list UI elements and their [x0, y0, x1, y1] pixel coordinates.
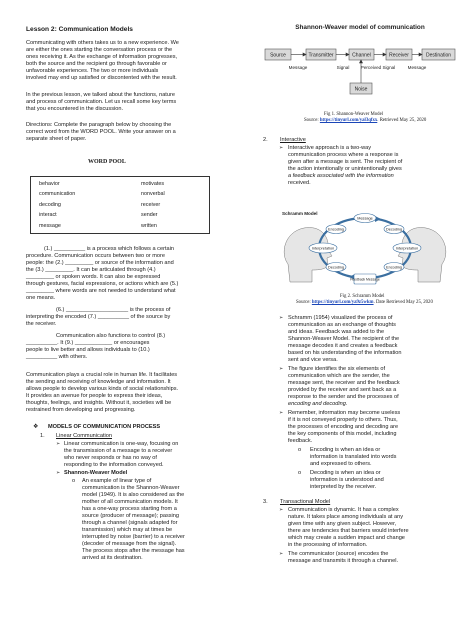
diamond-bullet-icon: ❖	[33, 424, 39, 430]
node-label: Encoding	[328, 227, 344, 232]
body-line: the action intentionally or unintentionally gives	[288, 166, 402, 172]
node-label: Message	[357, 216, 373, 221]
circle-bullet-icon: o	[298, 447, 302, 453]
body-line: interpreted by the receiver.	[310, 484, 377, 490]
fill-line: __________. It (9.) ____________ or encourages	[26, 340, 150, 346]
fill-line: Communication also functions to control (8.)	[56, 333, 166, 339]
interactive-heading: Interactive	[280, 137, 306, 143]
fill-line: procedure. Communication occurs between two or more	[26, 253, 165, 259]
body-line: based on his understanding of the information	[288, 350, 402, 356]
noise-label: Noise	[354, 86, 368, 93]
node-label: Encoding	[386, 265, 402, 270]
body-line: received.	[288, 180, 311, 186]
body-line: thoughts, feelings, and insights. Without it, societies will be	[26, 400, 172, 406]
wordpool-box	[30, 176, 210, 234]
node-label: Decoding	[327, 265, 345, 270]
models-heading: MODELS OF COMMUNICATION PROCESS	[48, 424, 161, 430]
body-line: there are tendencies that barriers would interfere	[288, 528, 409, 534]
body-line: the key components of this model, including	[288, 431, 397, 437]
body-line: arrived at its destination.	[82, 555, 143, 561]
arrow-bullet-icon: ➢	[56, 441, 61, 447]
node-label: Interpretation	[311, 246, 335, 251]
body-line: communication is the Shannon-Weaver	[82, 485, 180, 491]
circle-bullet-icon: o	[298, 470, 302, 476]
body-line: Decoding is when an idea or	[310, 470, 381, 476]
body-line: message sent, the receiver and the feedback	[288, 380, 400, 386]
figure-2-source	[296, 300, 433, 306]
body-line: model (1949). It is also considered as the	[82, 492, 185, 498]
list-number: 2.	[263, 137, 268, 143]
fill-line: people: the (2.) _________ or source of the information and	[26, 260, 174, 266]
body-line: a feedback associated with the information	[288, 173, 394, 179]
list-number: 3.	[263, 499, 268, 505]
source-prefix: Source:	[296, 300, 312, 305]
prev-line: and process of communication. Let us recall some key terms	[26, 99, 177, 105]
destination-label: Destination	[425, 52, 452, 59]
body-line: sent and vice versa.	[288, 357, 338, 363]
fill-line: one means.	[26, 295, 56, 301]
source-prefix: Source:	[304, 118, 320, 123]
prev-line: that you encountered in the discussion.	[26, 106, 124, 112]
fill-line: _________ or spoken words. It can also be expressed	[26, 274, 161, 280]
shannon-weaver-heading: Shannon-Weaver Model	[64, 470, 128, 476]
body-line: through a channel (signals adapted for	[82, 520, 178, 526]
diagram-title: Shannon-Weaver model of communication	[295, 24, 425, 31]
fill-line: the (3.) _________. It can be articulated through (4.)	[26, 267, 156, 273]
arrow-bullet-icon: ➢	[279, 551, 284, 557]
intro-line: are either the ones starting the conversation process or the	[26, 47, 173, 53]
arrow-bullet-icon: ➢	[279, 145, 284, 151]
body-line: in the processing of information.	[288, 542, 368, 548]
body-line: Communication is dynamic. It has a complex	[288, 507, 399, 513]
body-line: has a one-way process starting from a	[82, 506, 177, 512]
node-label: Interpretation	[395, 246, 419, 251]
directions-line: Directions: Complete the paragraph below by choosing the	[26, 122, 172, 128]
arrow-bullet-icon: ➢	[279, 410, 284, 416]
wordpool-word: communication	[39, 191, 76, 197]
body-line: Remember, information may become useless	[288, 410, 401, 416]
source-suffix: . Date Retrieved May 25, 2020	[373, 300, 433, 305]
fill-line: the receiver.	[26, 321, 57, 327]
arrow-bullet-icon: ➢	[279, 315, 284, 321]
wordpool-word: motivates	[141, 181, 165, 187]
body-line: information is translated into words	[310, 454, 397, 460]
body-line: encoding and decoding.	[288, 401, 348, 407]
intro-line: unfavorable experiences. The two or more individuals	[26, 68, 159, 74]
circle-bullet-icon: o	[72, 478, 76, 484]
body-line: The communicator (source) encodes the	[288, 551, 389, 557]
body-line: who never responds or has no way of	[64, 455, 157, 461]
intro-line: ones receiving it. As the exchange of information progresses,	[26, 54, 178, 60]
transmitter-label: Transmitter	[308, 52, 334, 59]
body-line: response to the sender and the processes of	[288, 394, 399, 400]
body-line: provided by the receiver and sent back as a	[288, 387, 397, 393]
shannon-weaver-diagram	[262, 20, 458, 110]
intro-line: Communicating with others takes us to a new experience. We	[26, 40, 179, 46]
wordpool-word: interact	[39, 212, 57, 218]
fill-line: through gestures, facial expressions, or actions which are (5.)	[26, 281, 179, 287]
body-line: communication which are the sender, the	[288, 373, 390, 379]
arrow-bullet-icon: ➢	[279, 507, 284, 513]
wordpool-title: WORD POOL	[88, 159, 126, 165]
wordpool-word: decoding	[39, 202, 61, 208]
node-label: Decoding	[385, 227, 403, 232]
arrow-bullet-icon: ➢	[279, 366, 284, 372]
body-line: Schramm (1954) visualized the process of	[288, 315, 393, 321]
body-line: (decoder of message from the signal).	[82, 541, 177, 547]
receiver-head-icon	[395, 228, 446, 282]
message-label: Message	[407, 65, 427, 70]
intro-line: both the source and the recipient go through favorable or	[26, 61, 167, 67]
body-line: given after a message is sent. The recipient of	[288, 159, 403, 165]
lesson-title: Lesson 2: Communication Models	[26, 26, 133, 33]
figure-1-caption: Fig 1. Shannon-Weaver Model	[324, 112, 384, 117]
body-line: message and transmits it through a channel.	[288, 558, 399, 564]
wordpool-word: behavior	[39, 181, 60, 187]
body-line: restrained from developing and progressing.	[26, 407, 136, 413]
wordpool-word: nonverbal	[141, 191, 165, 197]
figure-1-source-link[interactable]: https://tinyurl.com/yal3qfxx	[319, 118, 378, 123]
fill-line: __________ with others.	[26, 354, 88, 360]
linear-heading: Linear Communication	[56, 433, 112, 439]
body-line: responding to the information conveyed.	[64, 462, 164, 468]
fill-line: interpreting the encoded (7.) __________ of the source by	[26, 314, 171, 320]
directions-line: correct word from the WORD POOL. Write your answer on a	[26, 129, 176, 135]
prev-line: In the previous lesson, we talked about the functions, nature	[26, 92, 175, 98]
body-line: transmission) which may at times be	[82, 527, 173, 533]
body-line: Communication plays a crucial role in human life. It facilitates	[26, 372, 178, 378]
body-line: interrupted by noise (barrier) to a receiver	[82, 534, 185, 540]
fill-line: people to live better and allows individuals to (10.)	[26, 347, 150, 353]
message-label: Message	[288, 65, 308, 70]
body-line: the processes of encoding and decoding are	[288, 424, 399, 430]
directions-line: separate sheet of paper.	[26, 136, 87, 142]
body-line: communication process where a response is	[288, 152, 399, 158]
body-line: The figure identifies the six elements of	[288, 366, 386, 372]
body-line: Interactive approach is a two-way	[288, 145, 372, 151]
body-line: mother of all communication models. It	[82, 499, 178, 505]
figure-2-source-link[interactable]: https://tinyurl.com/ya9z5wkm	[311, 300, 374, 305]
figure-2-caption: Fig 2. Schramm Model	[340, 294, 385, 299]
body-line: message decodes it and creates a feedback	[288, 343, 398, 349]
body-line: nature. It takes place among individuals at any	[288, 514, 404, 520]
intro-line: involved may end up satisfied or discontented with the result.	[26, 75, 177, 81]
body-line: The process stops after the message has	[82, 548, 185, 554]
body-line: given time with any given subject. However,	[288, 521, 397, 527]
perceived-signal-label: Perceived Signal	[360, 65, 396, 70]
body-line: and expressed to others.	[310, 461, 372, 467]
source-suffix: . Retrieved May 25, 2020	[377, 118, 427, 123]
wordpool-word: receiver	[141, 202, 161, 208]
figure-1-source	[304, 118, 426, 124]
fill-line: (1.) __________ is a process which follows a certain	[44, 246, 174, 252]
sender-head-icon	[284, 228, 335, 282]
fill-line: _________ where words are not needed to understand what	[26, 288, 176, 294]
body-line: communication as an exchange of thoughts	[288, 322, 396, 328]
fill-line: (6.) ____________________ is the process of	[56, 307, 171, 313]
body-line: source (producer of message); passing	[82, 513, 180, 519]
wordpool-word: message	[39, 223, 61, 229]
schramm-label: Schramm Model	[282, 211, 318, 216]
signal-label: Signal	[336, 65, 350, 70]
body-line: feedback.	[288, 438, 313, 444]
body-line: which may create a sudden impact and change	[288, 535, 405, 541]
receiver-label: Receiver	[389, 52, 409, 59]
wordpool-word: written	[141, 223, 157, 229]
list-number: 1.	[40, 433, 45, 439]
body-line: allows people to develop various kinds of social relationships.	[26, 386, 179, 392]
node-label: Feedback Message	[350, 277, 380, 282]
body-line: and ideas. Feedback was added to the	[288, 329, 385, 335]
body-line: Encoding is when an idea or	[310, 447, 381, 453]
body-line: the transmission of a message to a receiver	[64, 448, 173, 454]
arrow-bullet-icon: ➢	[56, 470, 61, 476]
channel-label: Channel	[352, 52, 371, 59]
wordpool-word: sender	[141, 212, 158, 218]
body-line: It provides an avenue for people to express their ideas,	[26, 393, 163, 399]
body-line: if it is not conveyed properly to others. Thus,	[288, 417, 398, 423]
body-line: the sending and receiving of knowledge and information. It	[26, 379, 171, 385]
schramm-diagram	[280, 198, 450, 294]
source-label: Source	[270, 52, 286, 59]
body-line: information is understood and	[310, 477, 384, 483]
body-line: An example of linear type of	[82, 478, 152, 484]
body-line: Shannon-Weaver Model. The recipient of the	[288, 336, 400, 342]
body-line: Linear communication is one-way, focusing on	[64, 441, 179, 447]
transactional-heading: Transactional Model	[280, 499, 331, 505]
